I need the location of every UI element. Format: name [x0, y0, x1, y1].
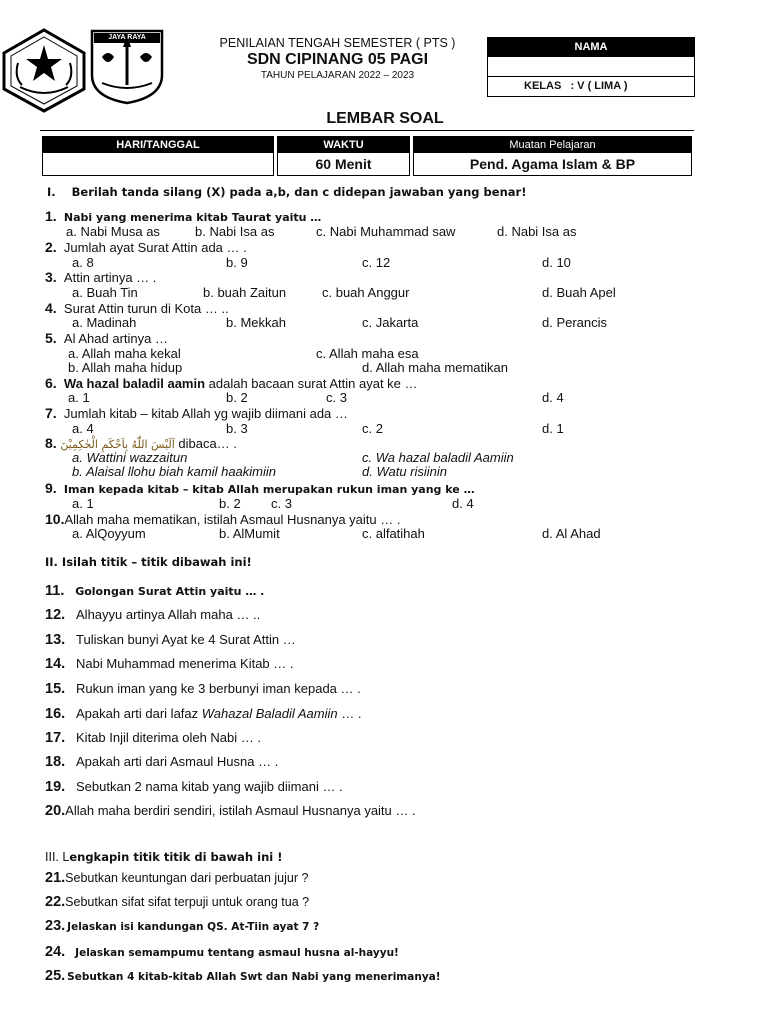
question-number: 13. — [45, 632, 66, 648]
question-number: 11. — [45, 583, 65, 599]
q10-option-c[interactable]: c. alfatihah — [362, 526, 425, 541]
essay-question-19 — [45, 779, 343, 795]
section-3-instruction: engkapin titik titik di bawah ini ! — [69, 850, 283, 864]
q5-option-d[interactable]: d. Allah maha mematikan — [362, 360, 508, 375]
q7-option-a[interactable]: a. 4 — [72, 421, 94, 436]
essay-question-13 — [45, 632, 296, 648]
section-1-heading — [47, 185, 526, 199]
question-text: Rukun iman yang ke 3 berbunyi iman kepada … . — [76, 681, 361, 696]
q8-option-b[interactable]: b. Alaisal llohu biah kamil haakimiin — [72, 464, 277, 479]
q3-option-d[interactable]: d. Buah Apel — [542, 285, 616, 300]
hari-tanggal-label: HARI/TANGGAL — [43, 137, 273, 153]
academic-year: TAHUN PELAJARAN 2022 – 2023 — [260, 70, 415, 81]
question-number: 12. — [45, 607, 66, 623]
question-number: 22. — [45, 894, 66, 910]
q4-option-a[interactable]: a. Madinah — [72, 315, 137, 330]
question-1: 1. Nabi yang menerima kitab Taurat yaitu … — [45, 208, 322, 224]
question-text: Golongan Surat Attin yaitu … . — [75, 585, 265, 598]
q5-option-b[interactable]: b. Allah maha hidup — [68, 360, 183, 375]
school-name: SDN CIPINANG 05 PAGI — [246, 51, 429, 68]
student-identity-box — [487, 37, 695, 97]
arabic-verse: اَلَيْسَ اللّٰهُ بِاَحْكَمِ الْحٰكِمِيْنَ — [60, 438, 175, 451]
muatan-value: Pend. Agama Islam & BP — [469, 156, 636, 172]
completion-question-24 — [45, 944, 399, 961]
q8-option-a[interactable]: a. Wattini wazzaitun — [72, 450, 188, 465]
q3-option-c[interactable]: c. buah Anggur — [322, 285, 410, 300]
nama-label: NAMA — [488, 38, 694, 57]
q5-option-a[interactable]: a. Allah maha kekal — [68, 346, 181, 361]
question-number: 15. — [45, 681, 66, 697]
question-text: Allah maha berdiri sendiri, istilah Asmaul Husnanya yaitu … . — [65, 803, 416, 818]
q4-option-c[interactable]: c. Jakarta — [362, 315, 419, 330]
question-text: Sebutkan 2 nama kitab yang wajib diimani … . — [76, 779, 343, 794]
completion-question-22 — [45, 894, 309, 910]
question-number: 14. — [45, 656, 66, 672]
q2-option-b[interactable]: b. 9 — [226, 255, 248, 270]
q1-option-a[interactable]: a. Nabi Musa as — [66, 224, 160, 239]
q3-option-a[interactable]: a. Buah Tin — [72, 285, 138, 300]
essay-question-14 — [45, 656, 294, 672]
question-text: Sebutkan 4 kitab-kitab Allah Swt dan Nabi yang menerimanya! — [67, 971, 441, 983]
q6-option-c[interactable]: c. 3 — [326, 390, 347, 405]
section-3-heading — [45, 849, 282, 864]
q2-option-c[interactable]: c. 12 — [362, 255, 391, 270]
question-number: 20. — [45, 803, 66, 819]
q7-option-d[interactable]: d. 1 — [542, 421, 564, 436]
q1-option-b[interactable]: b. Nabi Isa as — [195, 224, 275, 239]
q4-option-b[interactable]: b. Mekkah — [226, 315, 286, 330]
question-text: Kitab Injil diterima oleh Nabi … . — [76, 730, 261, 745]
question-9: 9. Iman kepada kitab – kitab Allah merupakan rukun iman yang ke … — [45, 480, 475, 496]
q6-option-a[interactable]: a. 1 — [68, 390, 90, 405]
hari-tanggal-field[interactable] — [43, 153, 273, 175]
jaya-raya-logo — [88, 27, 166, 105]
question-text: … . — [337, 706, 362, 721]
question-8: 8. اَلَيْسَ اللّٰهُ بِاَحْكَمِ الْحٰكِمِيْنَ dibaca… . — [45, 435, 237, 451]
q1-option-c[interactable]: c. Nabi Muhammad saw — [316, 224, 456, 239]
waktu-value: 60 Menit — [315, 156, 372, 172]
muatan-label: Muatan Pelajaran — [414, 137, 691, 153]
kelas-row — [488, 77, 694, 96]
essay-question-15 — [45, 681, 361, 697]
question-number: 16. — [45, 706, 66, 722]
q7-option-b[interactable]: b. 3 — [226, 421, 248, 436]
q10-option-b[interactable]: b. AlMumit — [219, 526, 280, 541]
question-7: 7. Jumlah kitab – kitab Allah yg wajib diimani ada … — [45, 405, 348, 421]
q8-option-d[interactable]: d. Watu risiinin — [362, 464, 448, 479]
question-number: 23. — [45, 918, 66, 934]
essay-question-12 — [45, 607, 260, 623]
q10-option-a[interactable]: a. AlQoyyum — [72, 526, 146, 541]
essay-question-11 — [45, 583, 264, 599]
q10-option-d[interactable]: d. Al Ahad — [542, 526, 601, 541]
q7-option-c[interactable]: c. 2 — [362, 421, 383, 436]
q9-option-d[interactable]: d. 4 — [452, 496, 474, 511]
question-3: 3. Attin artinya … . — [45, 269, 157, 285]
school-emblem-logo — [0, 27, 88, 113]
question-number: 17. — [45, 730, 66, 746]
essay-question-17 — [45, 730, 261, 746]
q9-option-a[interactable]: a. 1 — [72, 496, 94, 511]
exam-title: PENILAIAN TENGAH SEMESTER ( PTS ) — [219, 36, 456, 50]
page-title: LEMBAR SOAL — [326, 110, 444, 127]
essay-question-16 — [45, 706, 361, 722]
completion-question-23 — [45, 918, 319, 935]
question-6: 6. Wa hazal baladil aamin adalah bacaan surat Attin ayat ke … — [45, 375, 418, 391]
question-10: 10.Allah maha mematikan, istilah Asmaul Husnanya yaitu … . — [45, 511, 401, 527]
q4-option-d[interactable]: d. Perancis — [542, 315, 608, 330]
q9-option-b[interactable]: b. 2 — [219, 496, 241, 511]
q6-option-b[interactable]: b. 2 — [226, 390, 248, 405]
q9-option-c[interactable]: c. 3 — [271, 496, 292, 511]
hari-tanggal-box — [42, 136, 274, 176]
q2-option-d[interactable]: d. 10 — [542, 255, 571, 270]
kelas-value: : V ( LIMA ) — [570, 80, 628, 92]
question-number: 21. — [45, 870, 66, 886]
question-text: Jelaskan isi kandungan QS. At-Tiin ayat 7 ? — [67, 921, 320, 933]
question-number: 19. — [45, 779, 66, 795]
waktu-label: WAKTU — [278, 137, 409, 153]
question-text: Tuliskan bunyi Ayat ke 4 Surat Attin … — [76, 632, 296, 647]
essay-question-18 — [45, 754, 278, 770]
question-text: Wahazal Baladil Aamiin — [201, 706, 338, 721]
question-number: 24. — [45, 944, 66, 960]
section-1-instruction: Berilah tanda silang (X) pada a,b, dan c didepan jawaban yang benar! — [71, 185, 527, 199]
q1-option-d[interactable]: d. Nabi Isa as — [497, 224, 577, 239]
nama-field[interactable] — [488, 57, 694, 77]
question-text: Alhayyu artinya Allah maha … .. — [76, 607, 261, 622]
question-text: Jelaskan semampumu tentang asmaul husna al-hayyu! — [75, 947, 399, 959]
q8-option-c[interactable]: c. Wa hazal baladil Aamiin — [362, 450, 514, 465]
kelas-label: KELAS — [524, 80, 562, 92]
completion-question-25 — [45, 968, 441, 985]
waktu-box — [277, 136, 410, 176]
question-2: 2. Jumlah ayat Surat Attin ada … . — [45, 239, 247, 255]
question-4: 4. Surat Attin turun di Kota … .. — [45, 300, 229, 316]
question-number: 25. — [45, 968, 66, 984]
muatan-box — [413, 136, 692, 176]
question-text: Sebutkan sifat sifat terpuji untuk orang tua ? — [65, 895, 310, 909]
q2-option-a[interactable]: a. 8 — [72, 255, 94, 270]
essay-question-20 — [45, 803, 416, 819]
jaya-raya-banner: JAYA RAYA — [108, 34, 146, 41]
title-rule — [40, 130, 694, 131]
question-text: Nabi Muhammad menerima Kitab … . — [76, 656, 294, 671]
completion-question-21 — [45, 870, 308, 886]
question-text: Apakah arti dari Asmaul Husna … . — [76, 754, 279, 769]
question-number: 18. — [45, 754, 66, 770]
question-text: Sebutkan keuntungan dari perbuatan jujur ? — [65, 871, 309, 885]
q5-option-c[interactable]: c. Allah maha esa — [316, 346, 419, 361]
q3-option-b[interactable]: b. buah Zaitun — [203, 285, 287, 300]
section-3-prefix: III. L — [45, 850, 70, 864]
question-5: 5. Al Ahad artinya … — [45, 330, 168, 346]
q6-option-d[interactable]: d. 4 — [542, 390, 564, 405]
section-1-label: I. — [47, 185, 56, 199]
section-2-heading: II. Isilah titik – titik dibawah ini! — [45, 555, 252, 569]
question-text: Apakah arti dari lafaz — [76, 706, 202, 721]
